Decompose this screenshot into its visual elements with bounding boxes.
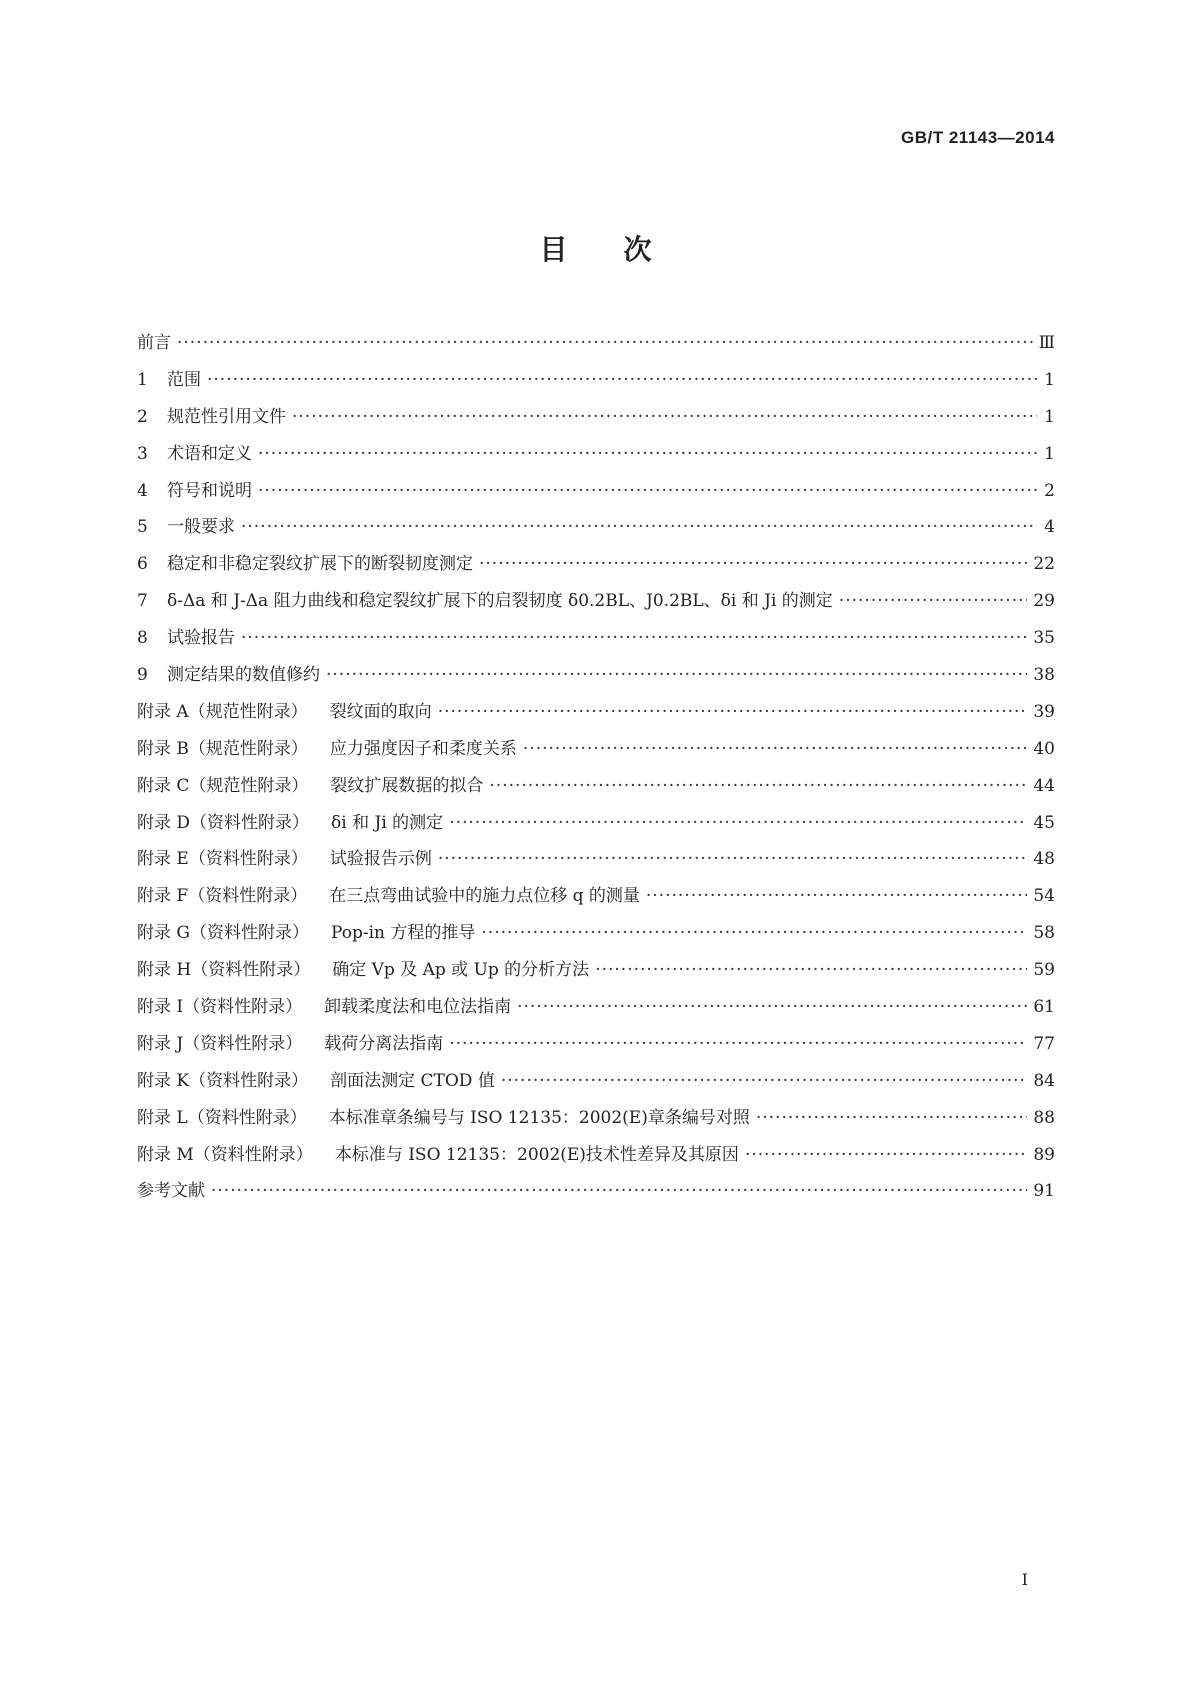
toc-label-wrap <box>137 660 320 685</box>
toc-label-wrap <box>137 992 511 1017</box>
dot-leader <box>438 702 1028 722</box>
toc-page: 38 <box>1033 665 1055 686</box>
toc-label-wrap <box>137 549 473 574</box>
toc-page: 48 <box>1033 849 1055 870</box>
dot-leader <box>489 776 1027 796</box>
toc-entry[interactable] <box>137 586 1055 623</box>
page-number: I <box>1021 1570 1028 1589</box>
toc-page: 40 <box>1033 738 1055 759</box>
dot-leader <box>449 813 1027 833</box>
toc-page: 84 <box>1033 1070 1055 1091</box>
dot-leader <box>449 1034 1027 1054</box>
toc-label: δi 和 Ji 的测定 <box>331 812 444 833</box>
appendix-tag: 附录 M（资料性附录） <box>137 1144 313 1165</box>
dot-leader <box>292 407 1037 427</box>
dot-leader <box>258 481 1037 501</box>
appendix-tag: 附录 E（资料性附录） <box>137 849 308 870</box>
appendix-tag: 附录 L（资料性附录） <box>137 1107 307 1128</box>
toc-entry-appendix[interactable] <box>137 771 1055 808</box>
toc-entry-appendix[interactable] <box>137 918 1055 955</box>
toc-page: 29 <box>1033 591 1055 612</box>
appendix-tag: 附录 J（资料性附录） <box>137 1033 303 1054</box>
dot-leader <box>326 665 1027 685</box>
toc-number: 1 <box>137 369 148 390</box>
toc-page: 2 <box>1044 480 1055 501</box>
toc-label: 确定 Vp 及 Ap 或 Up 的分析方法 <box>332 960 590 981</box>
toc-label-wrap <box>137 512 235 537</box>
toc-number: 2 <box>137 406 148 427</box>
toc-label: 在三点弯曲试验中的施力点位移 q 的测量 <box>329 886 640 907</box>
toc-page: 58 <box>1033 923 1055 944</box>
dot-leader <box>501 1071 1028 1091</box>
toc-number: 3 <box>137 443 148 464</box>
toc-label: 本标准章条编号与 ISO 12135：2002(E)章条编号对照 <box>328 1107 750 1128</box>
appendix-tag: 附录 F（资料性附录） <box>137 886 308 907</box>
toc-label: 应力强度因子和柔度关系 <box>329 738 517 759</box>
toc-entry[interactable] <box>137 660 1055 697</box>
toc-label-wrap <box>137 365 201 390</box>
toc-page: 89 <box>1033 1144 1055 1165</box>
toc-label: 前言 <box>137 333 171 353</box>
toc-label: 符号和说明 <box>167 480 252 501</box>
toc-page: 44 <box>1033 775 1055 796</box>
toc-label-wrap <box>137 1066 495 1091</box>
toc-entry[interactable] <box>137 476 1055 513</box>
toc-entry-appendix[interactable] <box>137 697 1055 734</box>
toc-number: 9 <box>137 665 148 686</box>
toc-label: 裂纹扩展数据的拟合 <box>330 775 484 796</box>
dot-leader <box>756 1108 1028 1128</box>
appendix-tag: 附录 D（资料性附录） <box>137 812 310 833</box>
toc-entry[interactable] <box>137 402 1055 439</box>
toc-label-wrap <box>137 881 640 906</box>
toc-entry-appendix[interactable] <box>137 955 1055 992</box>
dot-leader <box>479 554 1027 574</box>
toc-entry-appendix[interactable] <box>137 808 1055 845</box>
appendix-tag: 附录 H（资料性附录） <box>137 960 311 981</box>
dot-leader <box>745 1145 1027 1165</box>
toc-entry-appendix[interactable] <box>137 1103 1055 1140</box>
toc-label: δ-Δa 和 J-Δa 阻力曲线和稳定裂纹扩展下的启裂韧度 δ0.2BL、J0.2BL、δi 和 Ji 的测定 <box>167 591 833 612</box>
toc-label: 裂纹面的取向 <box>329 701 432 722</box>
toc-label: 参考文献 <box>137 1181 205 1202</box>
dot-leader <box>207 370 1037 390</box>
toc-page: 22 <box>1033 554 1055 575</box>
toc-label: 稳定和非稳定裂纹扩展下的断裂韧度测定 <box>167 554 473 575</box>
toc-entry-appendix[interactable] <box>137 992 1055 1029</box>
dot-leader <box>211 1181 1027 1201</box>
toc-page: 77 <box>1033 1033 1055 1054</box>
toc-page: 88 <box>1033 1107 1055 1128</box>
dot-leader <box>241 517 1037 537</box>
toc-number: 6 <box>137 554 148 575</box>
toc-label-wrap <box>137 1140 739 1165</box>
toc-label-wrap <box>137 955 589 980</box>
toc-label-wrap <box>137 623 235 648</box>
appendix-tag: 附录 K（资料性附录） <box>137 1070 309 1091</box>
toc-entry-foreword[interactable] <box>137 328 1055 365</box>
toc-entry-bibliography[interactable] <box>137 1176 1055 1213</box>
appendix-tag: 附录 A（规范性附录） <box>137 701 308 722</box>
toc-label-wrap <box>137 586 833 611</box>
toc-entry-appendix[interactable] <box>137 1029 1055 1066</box>
toc-label-wrap <box>137 734 517 759</box>
toc-page: 1 <box>1044 369 1055 390</box>
toc-entry[interactable] <box>137 623 1055 660</box>
toc-page: 45 <box>1033 812 1055 833</box>
dot-leader <box>595 960 1027 980</box>
toc-label-wrap <box>137 844 432 869</box>
toc-label: 试验报告 <box>167 628 235 649</box>
appendix-tag: 附录 C（规范性附录） <box>137 775 309 796</box>
toc-entry-appendix[interactable] <box>137 1066 1055 1103</box>
toc-page: 91 <box>1033 1181 1055 1202</box>
toc-label-wrap <box>137 1103 750 1128</box>
appendix-tag: 附录 I（资料性附录） <box>137 997 303 1018</box>
dot-leader <box>481 923 1027 943</box>
toc-label-wrap <box>137 697 432 722</box>
toc-entry[interactable] <box>137 365 1055 402</box>
toc-number: 4 <box>137 480 148 501</box>
toc-label: 一般要求 <box>167 517 235 538</box>
page-title: 目次 <box>539 233 708 266</box>
toc-page: 4 <box>1044 517 1055 538</box>
toc-label: 测定结果的数值修约 <box>167 665 320 686</box>
standard-code: GB/T 21143—2014 <box>901 128 1055 147</box>
toc-entry[interactable] <box>137 549 1055 586</box>
toc-page: 1 <box>1044 443 1055 464</box>
toc-page: Ⅲ <box>1038 333 1055 353</box>
toc-label: 规范性引用文件 <box>167 406 286 427</box>
toc-entry-appendix[interactable] <box>137 1140 1055 1177</box>
toc-page: 59 <box>1033 960 1055 981</box>
appendix-tag: 附录 G（资料性附录） <box>137 923 309 944</box>
dot-leader <box>177 333 1033 353</box>
toc-label-wrap <box>137 476 252 501</box>
toc-label-wrap <box>137 402 286 427</box>
dot-leader <box>523 739 1027 759</box>
toc-label: 本标准与 ISO 12135：2002(E)技术性差异及其原因 <box>334 1144 739 1165</box>
toc-page: 35 <box>1033 628 1055 649</box>
dot-leader <box>646 886 1027 906</box>
dot-leader <box>438 849 1028 869</box>
dot-leader <box>517 997 1027 1017</box>
toc-label-wrap <box>137 918 475 943</box>
toc-number: 7 <box>137 591 148 612</box>
toc-label-wrap <box>137 1029 443 1054</box>
toc-label: 剖面法测定 CTOD 值 <box>330 1070 495 1091</box>
toc-label: 术语和定义 <box>167 443 252 464</box>
dot-leader <box>839 591 1028 611</box>
toc-label: 试验报告示例 <box>329 849 432 870</box>
appendix-tag: 附录 B（规范性附录） <box>137 738 308 759</box>
dot-leader <box>241 628 1027 648</box>
toc-entry[interactable] <box>137 512 1055 549</box>
toc-entry-appendix[interactable] <box>137 881 1055 918</box>
toc-entry-appendix[interactable] <box>137 734 1055 771</box>
toc-page: 1 <box>1044 406 1055 427</box>
toc-page: 39 <box>1033 701 1055 722</box>
toc-label: 范围 <box>167 369 201 390</box>
toc-label-wrap <box>137 439 252 464</box>
table-of-contents <box>137 328 1055 1213</box>
toc-label: 卸载柔度法和电位法指南 <box>324 997 512 1018</box>
toc-entry-appendix[interactable] <box>137 844 1055 881</box>
toc-page: 61 <box>1033 997 1055 1018</box>
toc-number: 5 <box>137 517 148 538</box>
toc-number: 8 <box>137 628 148 649</box>
toc-label-wrap <box>137 771 483 796</box>
toc-page: 54 <box>1033 886 1055 907</box>
dot-leader <box>258 444 1037 464</box>
toc-label: 载荷分离法指南 <box>324 1033 444 1054</box>
toc-label: Pop-in 方程的推导 <box>330 923 476 944</box>
toc-entry[interactable] <box>137 439 1055 476</box>
toc-label-wrap <box>137 808 443 833</box>
